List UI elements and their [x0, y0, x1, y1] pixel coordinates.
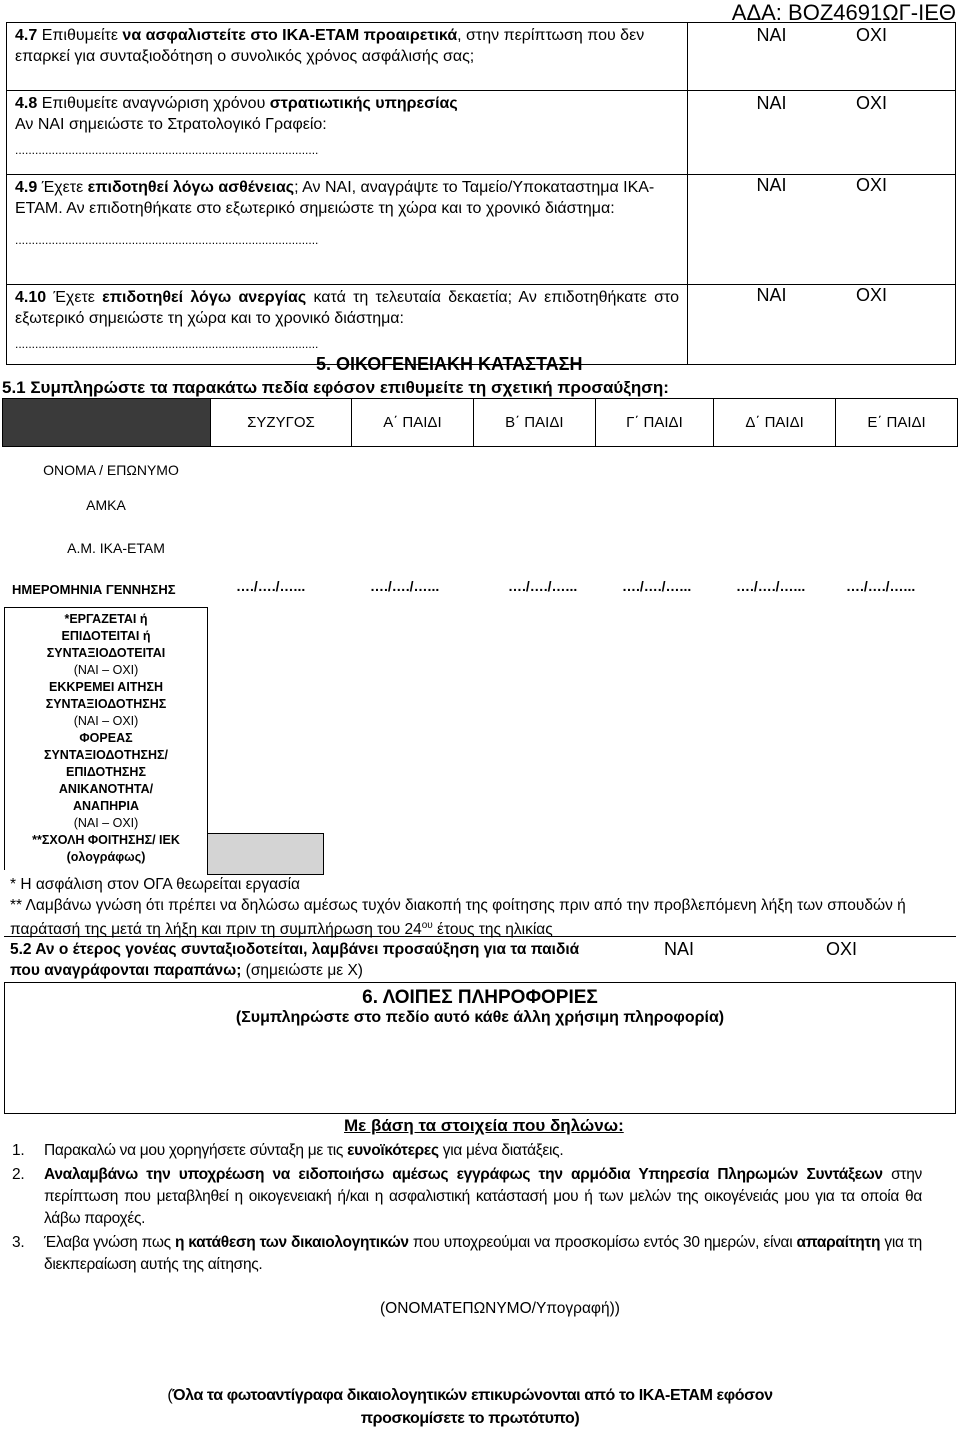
- yes-no-4-8[interactable]: [688, 91, 956, 175]
- yes-no-4-9[interactable]: [688, 175, 956, 285]
- row-label-am: Α.Μ. ΙΚΑ-ΕΤΑΜ: [67, 540, 165, 556]
- header-corner: [3, 399, 211, 447]
- family-table: [2, 398, 958, 447]
- row-label-name: ΟΝΟΜΑ / ΕΠΩΝΥΜΟ: [43, 462, 179, 478]
- question-5-2: 5.2 Αν ο έτερος γονέας συνταξιοδοτείται, λαμβάνει προσαύξηση για τα παιδιά που αναγράφονται παραπάνω; (σημειώστε με Χ): [10, 941, 580, 979]
- question-4-10: 4.10 Έχετε επιδοτηθεί λόγω ανεργίας κατά τη τελευταία δεκαετία; Αν επιδοτηθήκατε στο εξωτερικό σημειώστε τη χώρα και το χρονικό διάστημα: ...........................................................................................: [7, 285, 688, 365]
- section-6-subtitle: (Συμπληρώστε στο πεδίο αυτό κάθε άλλη χρήσιμη πληροφορία): [235, 1009, 725, 1026]
- question-5-2-box: [4, 936, 956, 983]
- row-label-birth: ΗΜΕΡΟΜΗΝΙΑ ΓΕΝΝΗΣΗΣ: [12, 582, 176, 597]
- yes-option[interactable]: ΝΑΙ: [756, 93, 787, 113]
- birth-date-child-e[interactable]: …./…./…...: [846, 578, 916, 594]
- section-5-1-instructions: 5.1 Συμπληρώστε τα παρακάτω πεδία εφόσον επιθυμείτε τη σχετική προσαύξηση:: [2, 378, 669, 397]
- question-4-8: 4.8 Επιθυμείτε αναγνώριση χρόνου στρατιωτικής υπηρεσίας Αν ΝΑΙ σημειώστε το Στρατολογικό Γραφείο: ...........................................................................................: [7, 91, 688, 175]
- question-4-7: 4.7 Επιθυμείτε να ασφαλιστείτε στο ΙΚΑ-ΕΤΑΜ προαιρετικά, στην περίπτωση που δεν επαρκεί για συνταξιοδότηση ο συνολικός χρόνος ασφάλισής σας;: [7, 23, 688, 91]
- birth-date-child-b[interactable]: …./…./…...: [508, 578, 578, 594]
- questions-table: [6, 22, 956, 365]
- status-pending-yn: (ΝΑΙ – ΟΧΙ): [73, 714, 139, 728]
- note-1: * Η ασφάλιση στον ΟΓΑ θεωρείται εργασία: [10, 876, 300, 893]
- status-working-yn: (ΝΑΙ – ΟΧΙ): [73, 663, 139, 677]
- status-disability: ΑΝΙΚΑΝΟΤΗΤΑ/ ΑΝΑΠΗΡΙΑ: [58, 782, 154, 813]
- declaration-title: Με βάση τα στοιχεία που δηλώνω:: [344, 1116, 624, 1135]
- status-body: ΦΟΡΕΑΣ ΣΥΝΤΑΞΙΟΔΟΤΗΣΗΣ/ ΕΠΙΔΟΤΗΣΗΣ: [43, 731, 169, 779]
- birth-date-child-d[interactable]: …./…./…...: [736, 578, 806, 594]
- status-block: [4, 607, 208, 870]
- yes-option[interactable]: ΝΑΙ: [756, 25, 787, 45]
- section-5-title: 5. ΟΙΚΟΓΕΝΕΙΑΚΗ ΚΑΤΑΣΤΑΣΗ: [316, 354, 583, 374]
- no-option[interactable]: ΟΧΙ: [855, 93, 887, 113]
- yes-option[interactable]: ΝΑΙ: [756, 285, 787, 305]
- col-child-e: Ε΄ ΠΑΙΔΙ: [836, 399, 958, 447]
- no-option[interactable]: ΟΧΙ: [855, 175, 887, 195]
- birth-date-child-a[interactable]: …./…./…...: [370, 578, 440, 594]
- yes-option[interactable]: ΝΑΙ: [756, 175, 787, 195]
- no-option[interactable]: ΟΧΙ: [855, 285, 887, 305]
- signature-label: (ΟΝΟΜΑΤΕΠΩΝΥΜΟ/Υπογραφή)): [380, 1300, 620, 1317]
- yes-option-5-2[interactable]: ΝΑΙ: [664, 939, 695, 959]
- col-child-d: Δ΄ ΠΑΙΔΙ: [714, 399, 836, 447]
- col-child-a: Α΄ ΠΑΙΔΙ: [351, 399, 473, 447]
- document-code: ΑΔΑ: ΒΟΖ4691ΩΓ-ΙΕΘ: [731, 0, 956, 25]
- other-info-field[interactable]: [5, 1035, 955, 1113]
- declaration-1: 1. Παρακαλώ να μου χορηγήσετε σύνταξη με τις ευνοϊκότερες για μένα διατάξεις.: [12, 1142, 564, 1159]
- col-spouse: ΣΥΖΥΓΟΣ: [211, 399, 352, 447]
- row-label-amka: ΑΜΚΑ: [86, 497, 126, 513]
- declaration-list: [12, 1140, 922, 1276]
- footer-note: (Όλα τα φωτοαντίγραφα δικαιολογητικών επικυρώνονται από το ΙΚΑ-ΕΤΑΜ εφόσον προσκομίσετε το πρωτότυπο): [167, 1387, 773, 1427]
- section-6-box: [4, 982, 956, 1114]
- dots-field[interactable]: ...........................................................................................: [15, 233, 319, 247]
- col-child-c: Γ΄ ΠΑΙΔΙ: [595, 399, 713, 447]
- col-child-b: Β΄ ΠΑΙΔΙ: [473, 399, 595, 447]
- yes-no-4-10[interactable]: [688, 285, 956, 365]
- declaration-2: 2. Αναλαμβάνω την υποχρέωση να ειδοποιήσω αμέσως εγγράφως την αρμόδια Υπηρεσία Πληρωμών Συντάξεων στην περίπτωση που μεταβληθεί η οικογενειακή ή/και η ασφαλιστική κατάστασή μου ή των μελών της οικογένειάς μου για τα οποία θα λάβω παροχές.: [12, 1166, 922, 1227]
- status-school: **ΣΧΟΛΗ ΦΟΙΤΗΣΗΣ/ ΙΕΚ (ολογράφως): [32, 833, 180, 864]
- question-4-9: 4.9 Έχετε επιδοτηθεί λόγω ασθένειας; Αν ΝΑΙ, αναγράψτε το Ταμείο/Υποκαταστημα ΙΚΑ-ΕΤΑΜ. Αν επιδοτηθήκατε στο εξωτερικό σημειώστε τη χώρα και το χρονικό διάστημα: ...........................................................................................: [7, 175, 688, 285]
- no-option[interactable]: ΟΧΙ: [855, 25, 887, 45]
- status-disability-yn: (ΝΑΙ – ΟΧΙ): [73, 816, 139, 830]
- school-grey-cell: [207, 833, 324, 875]
- birth-date-spouse[interactable]: …./…./…...: [236, 578, 306, 594]
- no-option-5-2[interactable]: ΟΧΙ: [826, 939, 858, 959]
- declaration-3: 3. Έλαβα γνώση πως η κατάθεση των δικαιολογητικών που υποχρεούμαι να προσκομίσω εντός 30 ημερών, είναι απαραίτητη για τη διεκπεραίωση αυτής της αίτησης.: [12, 1234, 922, 1273]
- dots-field[interactable]: ...........................................................................................: [15, 143, 319, 157]
- birth-date-child-c[interactable]: …./…./…...: [622, 578, 692, 594]
- status-pending: ΕΚΚΡΕΜΕΙ ΑΙΤΗΣΗ ΣΥΝΤΑΞΙΟΔΟΤΗΣΗΣ: [45, 680, 167, 711]
- note-2: ** Λαμβάνω γνώση ότι πρέπει να δηλώσω αμέσως τυχόν διακοπή της φοίτησης πριν από την προβλεπόμενη λήξη των σπουδών ή παράτασή της μετά τη λήξη και πριν τη συμπλήρωση του $24^{o\upsilon}$ έτους της ηλικίας: [10, 897, 906, 939]
- yes-no-4-7[interactable]: [688, 23, 956, 91]
- section-6-title: 6. ΛΟΙΠΕΣ ΠΛΗΡΟΦΟΡΙΕΣ: [362, 987, 598, 1008]
- status-working: *ΕΡΓΑΖΕΤΑΙ ή ΕΠΙΔΟΤΕΙΤΑΙ ή ΣΥΝΤΑΞΙΟΔΟΤΕΙΤΑΙ: [46, 612, 166, 660]
- dots-field[interactable]: ...........................................................................................: [15, 337, 319, 351]
